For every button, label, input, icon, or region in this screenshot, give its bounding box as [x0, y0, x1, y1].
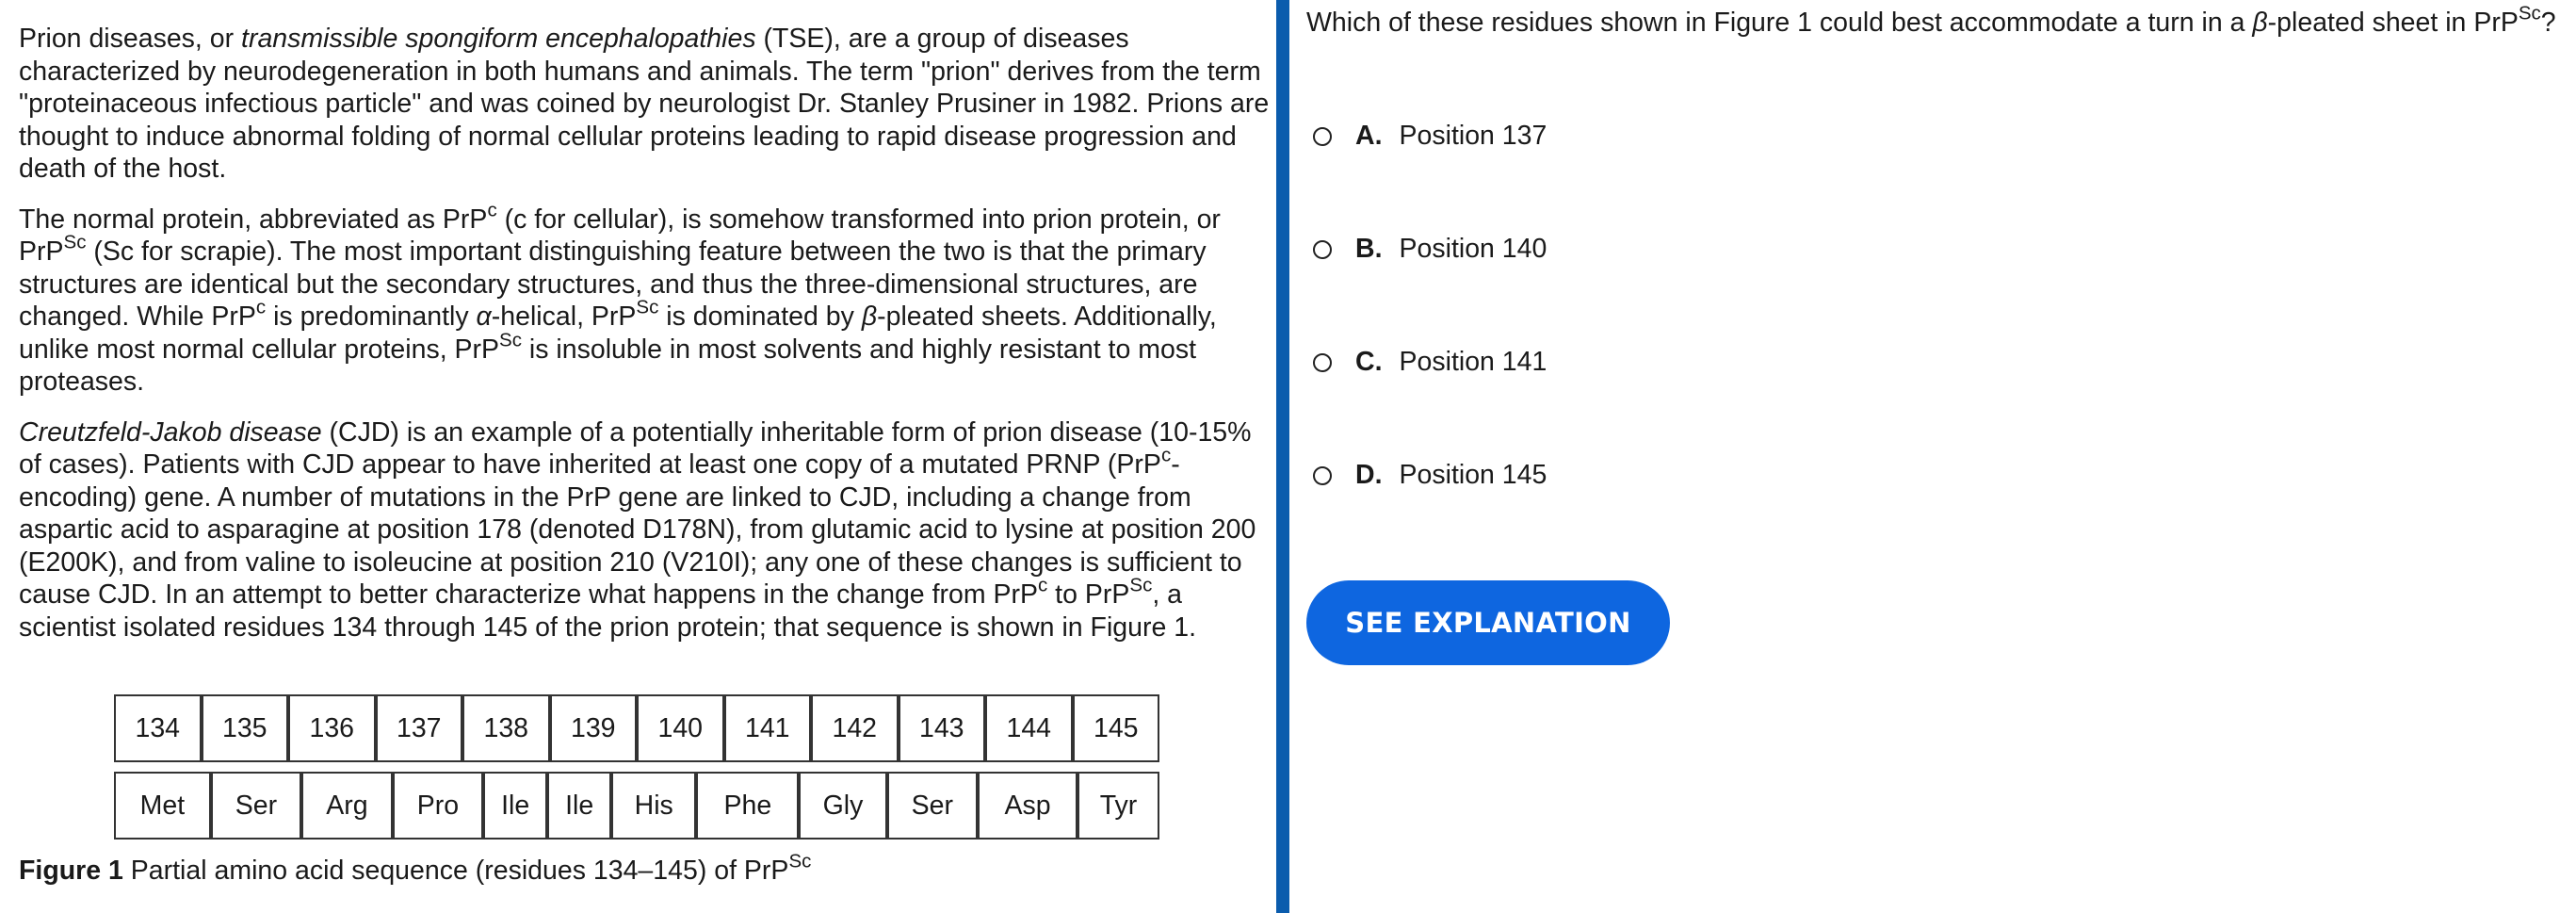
superscript: Sc — [636, 296, 659, 318]
radio-button[interactable] — [1313, 353, 1332, 372]
passage-text: to PrP — [1047, 579, 1130, 610]
passage-text: (Sc for scrapie). The most important distinguishing feature between the two is that the primary structures are identical but the secondary structures, and thus the three-dimensional structures, are changed. While PrP — [19, 236, 1207, 332]
table-row — [114, 694, 1159, 762]
radio-button[interactable] — [1313, 240, 1332, 259]
choice-text: Position 137 — [1399, 121, 1547, 151]
superscript: Sc — [1129, 574, 1153, 596]
passage-paragraph-3 — [19, 416, 1272, 644]
passage-text: , a scientist isolated residues 134 through 145 of the prion protein; that sequence is shown in Figure 1. — [19, 579, 1197, 643]
sequence-table-positions — [114, 694, 1159, 762]
table-cell: 144 — [985, 694, 1073, 762]
see-explanation-button[interactable]: SEE EXPLANATION — [1306, 580, 1670, 665]
figure-label: Figure 1 — [19, 856, 123, 886]
passage-paragraph-2 — [19, 198, 1272, 399]
passage-text: is insoluble in most solvents and highly resistant to most proteases. — [19, 334, 1197, 397]
passage-text: -helical, PrP — [491, 302, 637, 332]
choice-letter: A. — [1355, 121, 1383, 151]
table-cell: Gly — [799, 772, 886, 840]
passage-text: (TSE), are a group of diseases characterized by neurodegeneration in both humans and animals. The term "prion" derives from the term "proteinaceous infectious particle" and was coined by neurologist Dr. Stanley Prusiner in 1982. Prions are thought to induce abnormal folding of normal cellular proteins leading to rapid disease progression and death of the host. — [19, 24, 1270, 184]
table-cell: 140 — [637, 694, 724, 762]
answer-choice-a[interactable] — [1313, 121, 1547, 152]
figure-caption — [19, 850, 812, 887]
passage-text: is predominantly — [266, 302, 477, 332]
figure-caption-text: Partial amino acid sequence (residues 134–145) of PrP — [122, 856, 789, 886]
table-cell: Arg — [301, 772, 392, 840]
superscript: Sc — [788, 850, 812, 872]
passage-text: The normal protein, abbreviated as PrP — [19, 204, 488, 235]
passage-italic-term: Creutzfeld-Jakob disease — [19, 416, 322, 448]
radio-button[interactable] — [1313, 466, 1332, 485]
passage-italic-term: transmissible spongiform encephalopathies — [241, 24, 756, 54]
superscript: c — [487, 198, 497, 220]
superscript: c — [1038, 574, 1048, 596]
passage-text: (CJD) is an example of a potentially inheritable form of prion disease (10-15% of cases). Patients with CJD appear to have inherited at least one copy of a mutated PRNP (PrP — [19, 416, 1252, 480]
choice-text: Position 140 — [1399, 234, 1547, 264]
table-cell: Ile — [483, 772, 547, 840]
table-cell: Asp — [978, 772, 1077, 840]
table-cell: Phe — [696, 772, 799, 840]
answer-choice-c[interactable] — [1313, 347, 1547, 378]
panel-divider — [1276, 0, 1289, 913]
table-cell: 136 — [288, 694, 376, 762]
table-cell: 138 — [462, 694, 550, 762]
superscript: Sc — [63, 231, 87, 253]
choice-letter: C. — [1355, 347, 1383, 377]
choice-text: Position 145 — [1399, 460, 1547, 490]
answer-choice-d[interactable] — [1313, 460, 1547, 491]
choice-text: Position 141 — [1399, 347, 1547, 377]
table-cell: 135 — [202, 694, 289, 762]
table-cell: Met — [114, 772, 211, 840]
passage-text: Prion diseases, or — [19, 24, 242, 54]
greek-symbol: β — [861, 302, 878, 332]
table-cell: His — [611, 772, 696, 840]
passage-text: -pleated sheets. Additionally, unlike most normal cellular proteins, PrP — [19, 302, 1217, 365]
sequence-table-residues — [114, 772, 1159, 840]
passage-text: -encoding) gene. A number of mutations in the PrP gene are linked to CJD, including a change from aspartic acid to asparagine at position 178 (denoted D178N), from glutamic acid to lysine at position 200 (E200K), and from valine to isoleucine at position 210 (V210I); any one of these changes is sufficient to cause CJD. In an attempt to better characterize what happens in the change from PrP — [19, 449, 1256, 610]
superscript: Sc — [499, 328, 522, 351]
table-cell: 141 — [724, 694, 812, 762]
table-cell: 137 — [376, 694, 463, 762]
table-cell: Pro — [393, 772, 483, 840]
greek-symbol: α — [476, 302, 492, 332]
question-text: Which of these residues shown in Figure 1 could best accommodate a turn in a — [1306, 8, 2253, 38]
radio-button[interactable] — [1313, 127, 1332, 146]
table-cell: 139 — [550, 694, 638, 762]
table-cell: Ser — [887, 772, 978, 840]
passage-paragraph-1 — [19, 23, 1272, 186]
question-text: -pleated sheet in PrP — [2267, 8, 2519, 38]
table-cell: 145 — [1073, 694, 1160, 762]
choice-letter: D. — [1355, 460, 1383, 490]
choice-letter: B. — [1355, 234, 1383, 264]
greek-symbol: β — [2252, 8, 2268, 38]
table-cell: 134 — [114, 694, 202, 762]
superscript: Sc — [2518, 2, 2541, 24]
question-stem — [1306, 2, 2559, 38]
superscript: c — [1160, 444, 1172, 466]
answer-choice-b[interactable] — [1313, 234, 1547, 265]
table-cell: 142 — [811, 694, 899, 762]
table-row — [114, 772, 1159, 840]
passage-text: (c for cellular), is somehow transformed into prion protein, or PrP — [19, 204, 1221, 267]
passage — [19, 23, 1272, 661]
superscript: c — [255, 296, 267, 318]
table-cell: Ser — [211, 772, 301, 840]
passage-text: is dominated by — [658, 302, 862, 332]
table-cell: 143 — [899, 694, 986, 762]
table-cell: Ile — [547, 772, 611, 840]
table-cell: Tyr — [1077, 772, 1159, 840]
question-text: ? — [2540, 8, 2556, 38]
